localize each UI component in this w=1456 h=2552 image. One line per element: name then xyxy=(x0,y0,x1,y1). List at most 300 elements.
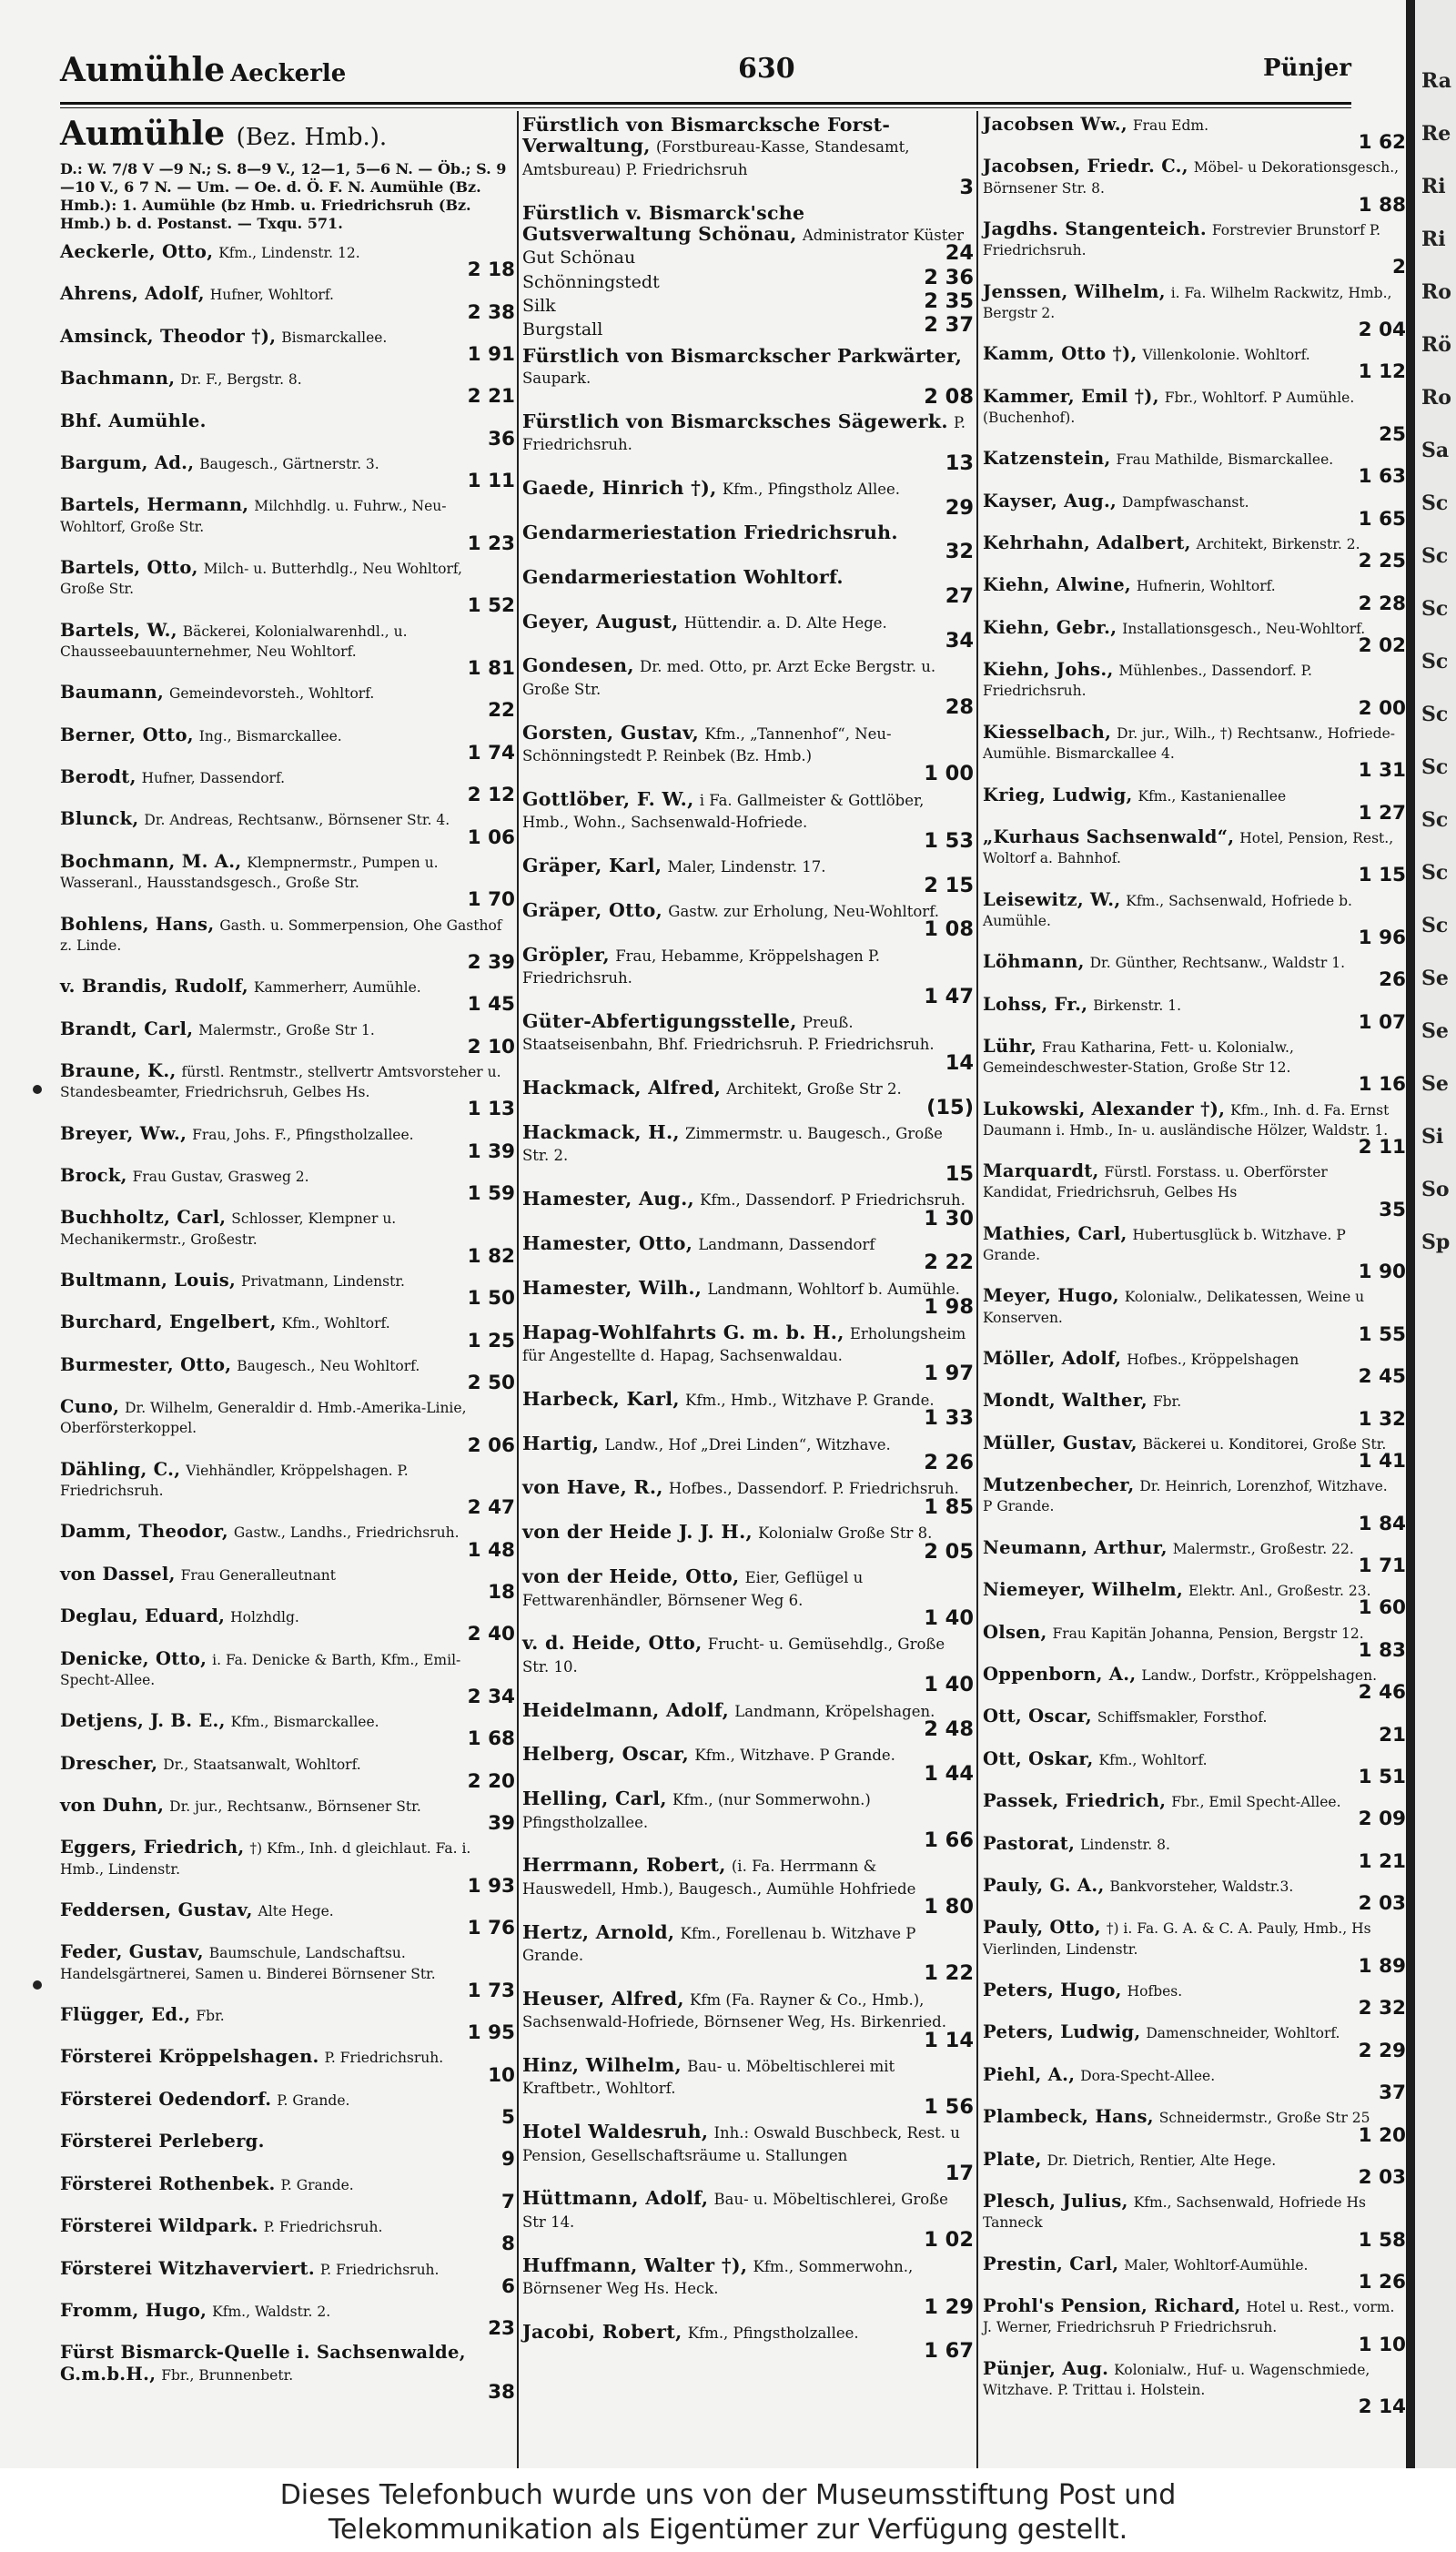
subscriber-name: Hartig, xyxy=(522,1432,600,1454)
phone-number: 1 51 xyxy=(1358,1766,1406,1789)
subscriber-details: i. Fa. Wilhelm Rackwitz, Hmb., Bergstr 2. xyxy=(983,284,1392,321)
subscriber-details: Baugesch., Gärtnerstr. 3. xyxy=(199,456,379,473)
subscriber-details: Hufner, Wohltorf. xyxy=(209,287,334,304)
subscriber-name: Peters, Ludwig, xyxy=(983,2021,1141,2043)
phone-number: 1 95 xyxy=(467,2021,515,2045)
entry-text xyxy=(60,1061,515,1102)
directory-entry xyxy=(983,660,1406,719)
entry-text xyxy=(983,827,1406,868)
binding-shadow xyxy=(1406,0,1415,2468)
subscriber-details: Kfm., (nur Sommerwohn.) Pfingstholzallee. xyxy=(522,1791,871,1831)
entry-text xyxy=(522,1189,974,1210)
subscriber-name: Passek, Friedrich, xyxy=(983,1790,1167,1812)
subscriber-name: Brock, xyxy=(60,1164,127,1186)
directory-entry xyxy=(983,1099,1406,1159)
subscriber-details: Dr. Günther, Rechtsanw., Waldstr 1. xyxy=(1089,955,1346,972)
directory-entry xyxy=(60,1565,515,1603)
phone-number: 2 03 xyxy=(1358,2165,1406,2189)
phone-number: 22 xyxy=(488,699,515,723)
entry-text xyxy=(60,1649,515,1690)
subscriber-name: Drescher, xyxy=(60,1752,158,1774)
adjacent-page-letters: Ra Re Ri Ri Ro Rö Ro Sa Sc Sc Sc Sc Sc Sc Sc Sc Sc Se Se Se Si So Sp xyxy=(1421,69,1452,1254)
subscriber-details: Maler, Lindenstr. 17. xyxy=(667,858,826,876)
phone-number: 1 84 xyxy=(1358,1512,1406,1535)
page-number: 630 xyxy=(738,53,795,85)
directory-entry xyxy=(983,2022,1406,2061)
header-rule xyxy=(60,102,1351,105)
phone-number: 2 11 xyxy=(1358,1135,1406,1159)
subscriber-details: Landw., Hof „Drei Linden“, Witzhave. xyxy=(604,1435,891,1453)
subscriber-name: Aeckerle, Otto, xyxy=(60,241,214,262)
phone-number: 1 53 xyxy=(924,828,974,853)
subscriber-name: Niemeyer, Wilhelm, xyxy=(983,1579,1184,1601)
subscriber-details: Kammerherr, Aumühle. xyxy=(253,979,421,997)
subscriber-details: Kolonialw Große Str 8. xyxy=(758,1524,933,1543)
directory-entry xyxy=(983,1037,1406,1096)
directory-entry xyxy=(983,1791,1406,1829)
phone-number: 1 45 xyxy=(467,993,515,1017)
phone-number: 28 xyxy=(945,695,974,720)
directory-entry xyxy=(983,219,1406,278)
footer-line-1: Dieses Telefonbuch wurde uns von der Museumsstiftung Post und xyxy=(279,2479,1177,2511)
entry-text xyxy=(983,723,1406,764)
sub-number-label: Schönningstedt xyxy=(522,271,660,292)
directory-entry xyxy=(60,1271,515,1309)
phone-number: 1 27 xyxy=(1358,801,1406,825)
subscriber-name: Damm, Theodor, xyxy=(60,1521,228,1543)
phone-number: 1 31 xyxy=(1358,759,1406,783)
directory-entry xyxy=(60,1397,515,1456)
subscriber-details: Gasth. u. Sommerpension, Ohe Gasthof z. Linde. xyxy=(60,916,502,954)
subscriber-details: Kfm., Wohltorf. xyxy=(1098,1751,1208,1768)
subscriber-name: Löhmann, xyxy=(983,951,1085,973)
phone-number: 1 26 xyxy=(1358,2270,1406,2294)
subscriber-name: Hotel Waldesruh, xyxy=(522,2121,709,2143)
subscriber-name: Heidelmann, Adolf, xyxy=(522,1698,730,1721)
phone-number: 1 41 xyxy=(1358,1450,1406,1473)
phone-number: 2 06 xyxy=(467,1433,515,1457)
directory-entry xyxy=(60,2132,515,2170)
subscriber-name: Fromm, Hugo, xyxy=(60,2299,207,2321)
directory-entry xyxy=(60,1711,515,1749)
directory-entry xyxy=(522,655,974,718)
subscriber-name: Möller, Adolf, xyxy=(983,1347,1122,1369)
directory-entry xyxy=(522,1122,974,1185)
subscriber-name: Peters, Hugo, xyxy=(983,1980,1122,2001)
directory-entry xyxy=(60,369,515,407)
directory-entry xyxy=(522,1477,974,1518)
subscriber-details: †) i. Fa. G. A. & C. A. Pauly, Hmb., Hs Vierlinden, Lindenstr. xyxy=(983,1920,1371,1958)
phone-number: 2 34 xyxy=(467,1686,515,1709)
directory-entry xyxy=(983,723,1406,782)
subscriber-details: Baugesch., Neu Wohltorf. xyxy=(237,1357,420,1374)
subscriber-details: Kfm., Kastanienallee xyxy=(1138,787,1287,805)
phone-number: 1 93 xyxy=(467,1874,515,1898)
directory-entry xyxy=(983,2107,1406,2145)
subscriber-details: i. Fa. Denicke & Barth, Kfm., Emil-Specht-Allee. xyxy=(60,1651,461,1688)
phone-number: 2 39 xyxy=(467,950,515,974)
directory-column-1 xyxy=(60,115,515,2406)
directory-entry xyxy=(60,852,515,911)
subscriber-name: Pauly, Otto, xyxy=(983,1917,1101,1939)
phone-number: 2 20 xyxy=(467,1769,515,1793)
entry-text xyxy=(60,1942,515,1983)
directory-entry xyxy=(522,478,974,519)
phone-number: 1 00 xyxy=(924,762,974,786)
subscriber-details: Dr. Wilhelm, Generaldir d. Hmb.-Amerika-Linie, Oberförsterkoppel. xyxy=(60,1400,467,1437)
subscriber-details: Dr. Andreas, Rechtsanw., Börnsener Str. 4. xyxy=(144,812,450,829)
subscriber-details: Bau- u. Möbeltischlerei mit Kraftbetr., Wohltorf. xyxy=(522,2058,895,2098)
phone-number: 1 90 xyxy=(1358,1261,1406,1284)
sub-number-label: Silk xyxy=(522,296,556,317)
phone-number: 2 36 xyxy=(924,265,974,289)
subscriber-details: Fbr. xyxy=(196,2008,225,2025)
subscriber-name: Lühr, xyxy=(983,1035,1037,1057)
subscriber-details: Damenschneider, Wohltorf. xyxy=(1146,2025,1340,2042)
phone-number: 1 74 xyxy=(467,741,515,765)
directory-entry xyxy=(60,242,515,280)
phone-number: 1 58 xyxy=(1358,2228,1406,2252)
subscriber-name: Neumann, Arthur, xyxy=(983,1536,1168,1558)
directory-entry xyxy=(60,767,515,805)
directory-entry xyxy=(60,1019,515,1058)
subscriber-name: Pauly, G. A., xyxy=(983,1875,1105,1897)
subscriber-details: fürstl. Rentmstr., stellvertr Amtsvorsteher u. Standesbeamter, Friedrichsruh, Gelbes Hs. xyxy=(60,1063,501,1101)
subscriber-details: P. Grande. xyxy=(280,2176,354,2193)
phone-number: (15) xyxy=(926,1095,974,1119)
subscriber-details: Bäckerei, Kolonialwarenhdl., u. Chausseebauunternehmer, Neu Wohltorf. xyxy=(60,623,408,660)
directory-entry xyxy=(983,827,1406,886)
directory-entry xyxy=(60,495,515,554)
directory-entry xyxy=(522,900,974,941)
directory-entry xyxy=(60,2047,515,2085)
directory-entry xyxy=(522,2188,974,2251)
subscriber-name: Jacobsen Ww., xyxy=(983,114,1127,135)
entry-text xyxy=(983,618,1406,639)
phone-number: 6 xyxy=(501,2274,515,2298)
phone-number: 1 44 xyxy=(924,1761,974,1786)
subscriber-details: Hüttendir. a. D. Alte Hege. xyxy=(683,613,887,632)
phone-number: 27 xyxy=(945,584,974,609)
entry-text xyxy=(60,1460,515,1501)
phone-number: 21 xyxy=(1379,1723,1406,1747)
directory-entry xyxy=(60,411,515,450)
directory-entry xyxy=(983,785,1406,824)
subscriber-name: Marquardt, xyxy=(983,1160,1099,1182)
directory-entry xyxy=(983,2192,1406,2251)
subscriber-details: Forstrevier Brunstorf P. Friedrichsruh. xyxy=(983,222,1381,259)
entry-text xyxy=(522,1700,974,1722)
subscriber-details: Hufner, Dassendorf. xyxy=(141,770,286,787)
directory-entry xyxy=(60,2005,515,2043)
phone-number: 1 25 xyxy=(467,1329,515,1352)
subscriber-details: Kolonialw., Huf- u. Wagenschmiede, Witzhave. P. Trittau i. Holstein. xyxy=(983,2361,1370,2398)
subscriber-name: Jagdhs. Stangenteich. xyxy=(983,218,1207,240)
phone-number: 1 71 xyxy=(1358,1554,1406,1578)
subscriber-details: Hotel u. Rest., vorm. J. Werner, Friedrichsruh P Friedrichsruh. xyxy=(983,2299,1395,2336)
directory-entry xyxy=(60,1649,515,1708)
subscriber-name: Detjens, J. B. E., xyxy=(60,1710,226,1732)
subscriber-details: Frau Katharina, Fett- u. Kolonialw., Gemeindeschwester-Station, Große Str 12. xyxy=(983,1038,1294,1077)
directory-entry xyxy=(522,1989,974,2051)
subscriber-name: Försterei Kröppelshagen. xyxy=(60,2046,319,2068)
subscriber-name: Burmester, Otto, xyxy=(60,1353,232,1375)
subscriber-name: Berodt, xyxy=(60,766,136,788)
phone-number: 1 70 xyxy=(467,888,515,912)
entry-text xyxy=(983,219,1406,260)
phone-number: 1 91 xyxy=(467,343,515,367)
directory-entry xyxy=(983,890,1406,949)
phone-number: 2 18 xyxy=(467,258,515,282)
subscriber-name: Flügger, Ed., xyxy=(60,2004,191,2026)
phone-number: 2 21 xyxy=(467,385,515,409)
subscriber-name: Harbeck, Karl, xyxy=(522,1387,680,1410)
subscriber-name: Fürstlich von Bismarcksches Sägewerk. xyxy=(522,410,948,432)
entry-text xyxy=(983,2296,1406,2337)
entry-text xyxy=(522,655,974,700)
phone-number: 1 85 xyxy=(924,1494,974,1519)
subscriber-details: (Forstbureau-Kasse, Standesamt, Amtsbureau) P. Friedrichsruh xyxy=(522,138,910,178)
entry-text xyxy=(60,495,515,536)
phone-number: 1 08 xyxy=(924,917,974,942)
entry-text xyxy=(983,1161,1406,1202)
sub-number-list xyxy=(522,241,974,341)
entry-text xyxy=(522,203,974,247)
phone-number: 2 00 xyxy=(1358,696,1406,720)
phone-number: 10 xyxy=(488,2063,515,2087)
phone-number: 2 22 xyxy=(924,1251,974,1275)
subscriber-name: Piehl, A., xyxy=(983,2063,1076,2085)
directory-entry xyxy=(983,1876,1406,1914)
subscriber-name: Plesch, Julius, xyxy=(983,2191,1128,2213)
subscriber-details: Eier, Geflügel u Fettwarenhändler, Börnsener Weg 6. xyxy=(522,1569,864,1609)
subscriber-details: Dora-Specht-Allee. xyxy=(1080,2067,1216,2084)
phone-number: 1 50 xyxy=(467,1287,515,1311)
subscriber-name: Prohl's Pension, Richard, xyxy=(983,2295,1241,2317)
directory-entry xyxy=(983,1286,1406,1345)
entry-text xyxy=(522,411,974,456)
entry-text xyxy=(522,1989,974,2033)
directory-entry xyxy=(522,2055,974,2118)
directory-entry xyxy=(60,1355,515,1393)
phone-number: 1 11 xyxy=(467,470,515,493)
subscriber-details: Fbr., Brunnenbetr. xyxy=(161,2366,294,2384)
phone-number: 1 55 xyxy=(1358,1322,1406,1346)
directory-entry xyxy=(522,1278,974,1319)
subscriber-name: Hamester, Wilh., xyxy=(522,1276,703,1299)
phone-number: 17 xyxy=(945,2162,974,2186)
directory-entry xyxy=(983,2150,1406,2188)
subscriber-name: Mondt, Walther, xyxy=(983,1390,1148,1412)
entry-text xyxy=(983,1918,1406,1959)
subscriber-name: Hackmack, Alfred, xyxy=(522,1077,722,1099)
subscriber-details: Dr. jur., Wilh., †) Rechtsanw., Hofriede-Aumühle. Bismarckallee 4. xyxy=(983,724,1396,763)
place-preamble: D.: W. 7/8 V —9 N.; S. 8—9 V., 12—1, 5—6 N. — Öb.; S. 9—10 V., 6 7 N. — Um. — Oe. d. Ö. F. N. Aumühle (Bz. Hmb.): 1. Aumühle (bz Hmb. u. Friedrichsruh (Bz. Hmb.) b. d. Postanst. — Txqu. 571. xyxy=(60,160,507,232)
phone-number: 1 06 xyxy=(467,825,515,849)
entry-text xyxy=(522,723,974,767)
subscriber-name: Hüttmann, Adolf, xyxy=(522,2187,709,2210)
phone-number: 2 26 xyxy=(924,1451,974,1475)
phone-number: 2 02 xyxy=(1358,634,1406,658)
phone-number: 1 76 xyxy=(467,1917,515,1940)
phone-number: 35 xyxy=(1379,1198,1406,1221)
subscriber-details: Erholungsheim für Angestellte d. Hapag, Sachsenwaldau. xyxy=(522,1324,966,1365)
directory-entry xyxy=(983,1391,1406,1429)
subscriber-details: Frau, Johs. F., Pfingstholzallee. xyxy=(192,1126,414,1143)
subscriber-name: „Kurhaus Sachsenwald“, xyxy=(983,825,1235,847)
subscriber-name: v. Brandis, Rudolf, xyxy=(60,976,248,998)
entry-text xyxy=(522,1322,974,1367)
subscriber-name: Pünjer, Aug. xyxy=(983,2357,1109,2379)
phone-number: 2 37 xyxy=(924,313,974,338)
subscriber-name: Cuno, xyxy=(60,1396,120,1418)
subscriber-details: Kolonialw., Delikatessen, Weine u Konserven. xyxy=(983,1289,1365,1326)
phone-number: 2 08 xyxy=(924,384,974,409)
subscriber-name: Müller, Gustav, xyxy=(983,1432,1138,1453)
subscriber-details: Milch- u. Butterhdlg., Neu Wohltorf, Große Str. xyxy=(60,561,462,598)
subscriber-name: Heuser, Alfred, xyxy=(522,1987,684,2010)
phone-number: 5 xyxy=(501,2106,515,2130)
directory-entry xyxy=(522,1011,974,1074)
directory-entry xyxy=(60,1796,515,1834)
subscriber-details: Baumschule, Landschaftsu. Handelsgärtnerei, Samen u. Binderei Börnsener Str. xyxy=(60,1945,436,1982)
entry-text xyxy=(983,282,1406,323)
subscriber-details: Bankvorsteher, Waldstr.3. xyxy=(1109,1879,1294,1896)
subscriber-name: Fürstlich v. Bismarck'sche Gutsverwaltung Schönau, xyxy=(522,201,805,246)
phone-number: 38 xyxy=(488,2380,515,2404)
phone-number: 1 66 xyxy=(924,1828,974,1852)
subscriber-name: Gottlöber, F. W., xyxy=(522,787,694,810)
subscriber-name: Pastorat, xyxy=(983,1832,1076,1854)
directory-entry xyxy=(983,1349,1406,1387)
entry-text xyxy=(522,2055,974,2100)
phone-number: 32 xyxy=(945,540,974,564)
subscriber-name: Eggers, Friedrich, xyxy=(60,1837,245,1858)
subscriber-details: Dr. F., Bergstr. 8. xyxy=(180,371,302,389)
column-divider xyxy=(976,111,978,2468)
directory-entry xyxy=(522,945,974,1008)
directory-entry xyxy=(60,2259,515,2297)
running-head-left xyxy=(60,51,346,89)
directory-entry xyxy=(60,1522,515,1560)
entry-text xyxy=(983,1665,1406,1686)
phone-number: 1 47 xyxy=(924,984,974,1008)
directory-entry xyxy=(522,1078,974,1119)
entry-text xyxy=(522,2122,974,2166)
subscriber-details: Dr. med. Otto, pr. Arzt Ecke Bergstr. u. Große Str. xyxy=(522,658,936,698)
subscriber-details: Frau Kapitän Johanna, Pension, Bergstr 12. xyxy=(1052,1625,1364,1642)
subscriber-details: Gemeindevorsteh., Wohltorf. xyxy=(169,685,375,703)
subscriber-name: Hackmack, H., xyxy=(522,1120,680,1143)
subscriber-name: Ott, Oscar, xyxy=(983,1706,1092,1727)
phone-number: 2 09 xyxy=(1358,1808,1406,1831)
subscriber-name: Gendarmeriestation Friedrichsruh. xyxy=(522,522,898,543)
subscriber-details: Frau Edm. xyxy=(1132,117,1209,134)
sub-number-line xyxy=(522,313,974,341)
subscriber-details: Dr. Dietrich, Rentier, Alte Hege. xyxy=(1046,2152,1277,2169)
phone-number: 2 xyxy=(1392,256,1406,279)
phone-number: 1 13 xyxy=(467,1098,515,1121)
running-head-last-entry: Pünjer xyxy=(1262,55,1351,82)
phone-number: 24 xyxy=(945,241,974,266)
sub-number-label: Burgstall xyxy=(522,319,603,340)
subscriber-name: Denicke, Otto, xyxy=(60,1647,207,1669)
subscriber-name: von der Heide, Otto, xyxy=(522,1565,740,1588)
subscriber-details: Ing., Bismarckallee. xyxy=(198,727,342,744)
subscriber-details: Kfm., Bismarckallee. xyxy=(230,1714,379,1731)
directory-entry xyxy=(522,1788,974,1851)
directory-entry xyxy=(60,683,515,721)
directory-entry xyxy=(60,558,515,617)
directory-entry xyxy=(60,1900,515,1939)
directory-entry xyxy=(522,567,974,608)
footer-line-2: Telekommunikation als Eigentümer zur Verfügung gestellt. xyxy=(328,2514,1128,2546)
subscriber-details: Installationsgesch., Neu-Wohltorf. xyxy=(1122,620,1366,637)
phone-number: 2 12 xyxy=(467,784,515,807)
subscriber-name: Gaede, Hinrich †), xyxy=(522,477,717,500)
phone-number: 23 xyxy=(488,2317,515,2341)
subscriber-name: Jacobi, Robert, xyxy=(522,2320,682,2343)
subscriber-name: Kamm, Otto †), xyxy=(983,343,1138,365)
subscriber-details: Klempnermstr., Pumpen u. Wasseranl., Hausstandsgesch., Große Str. xyxy=(60,854,439,892)
subscriber-name: Braune, K., xyxy=(60,1059,177,1081)
phone-number: 2 10 xyxy=(467,1035,515,1058)
phone-number: 1 63 xyxy=(1358,465,1406,489)
phone-number: 29 xyxy=(945,495,974,520)
directory-entry xyxy=(60,284,515,322)
subscriber-name: Gendarmeriestation Wohltorf. xyxy=(522,565,844,588)
phone-number: 1 10 xyxy=(1358,2333,1406,2356)
subscriber-name: Helling, Carl, xyxy=(522,1787,667,1810)
directory-entry xyxy=(60,2090,515,2128)
subscriber-details: Holzhdlg. xyxy=(230,1609,299,1626)
phone-number: 1 39 xyxy=(467,1139,515,1163)
subscriber-details: Kfm., Forellenau b. Witzhave P Grande. xyxy=(522,1924,916,1964)
phone-number: 1 96 xyxy=(1358,926,1406,949)
phone-number: 1 21 xyxy=(1358,1849,1406,1873)
subscriber-name: Hapag-Wohlfahrts G. m. b. H., xyxy=(522,1321,844,1343)
subscriber-name: Ahrens, Adolf, xyxy=(60,283,205,305)
phone-number: 18 xyxy=(488,1581,515,1604)
sub-number-line xyxy=(522,265,974,294)
directory-entry xyxy=(522,1922,974,1985)
subscriber-name: Meyer, Hugo, xyxy=(983,1285,1119,1307)
entry-text xyxy=(983,1538,1406,1559)
directory-entry xyxy=(983,1749,1406,1787)
directory-entry xyxy=(60,453,515,491)
subscriber-name: Hamester, Otto, xyxy=(522,1232,693,1254)
subscriber-name: Geyer, August, xyxy=(522,610,679,633)
phone-number: 1 15 xyxy=(1358,864,1406,887)
subscriber-details: Schneidermstr., Große Str 25 xyxy=(1158,2110,1370,2127)
directory-entry xyxy=(60,1754,515,1792)
directory-entry xyxy=(983,2254,1406,2293)
directory-entry xyxy=(983,1475,1406,1534)
entry-text xyxy=(522,1522,974,1544)
subscriber-details: Elektr. Anl., Großestr. 23. xyxy=(1188,1583,1371,1600)
subscriber-name: von der Heide J. J. H., xyxy=(522,1521,753,1544)
subscriber-name: Bhf. Aumühle. xyxy=(60,410,207,431)
subscriber-name: Försterei Wildpark. xyxy=(60,2215,258,2237)
directory-entry xyxy=(60,2174,515,2213)
phone-number: 1 73 xyxy=(467,1979,515,2002)
directory-entry xyxy=(522,856,974,896)
subscriber-details: Milchhdlg. u. Fuhrw., Neu-Wohltorf, Große Str. xyxy=(60,498,447,535)
subscriber-details: Malermstr., Große Str 1. xyxy=(198,1021,375,1038)
phone-number: 1 40 xyxy=(924,1673,974,1697)
subscriber-name: Helberg, Oscar, xyxy=(522,1743,690,1766)
subscriber-details: Kfm., Sommerwohn., Börnsener Weg Hs. Heck. xyxy=(522,2257,914,2298)
